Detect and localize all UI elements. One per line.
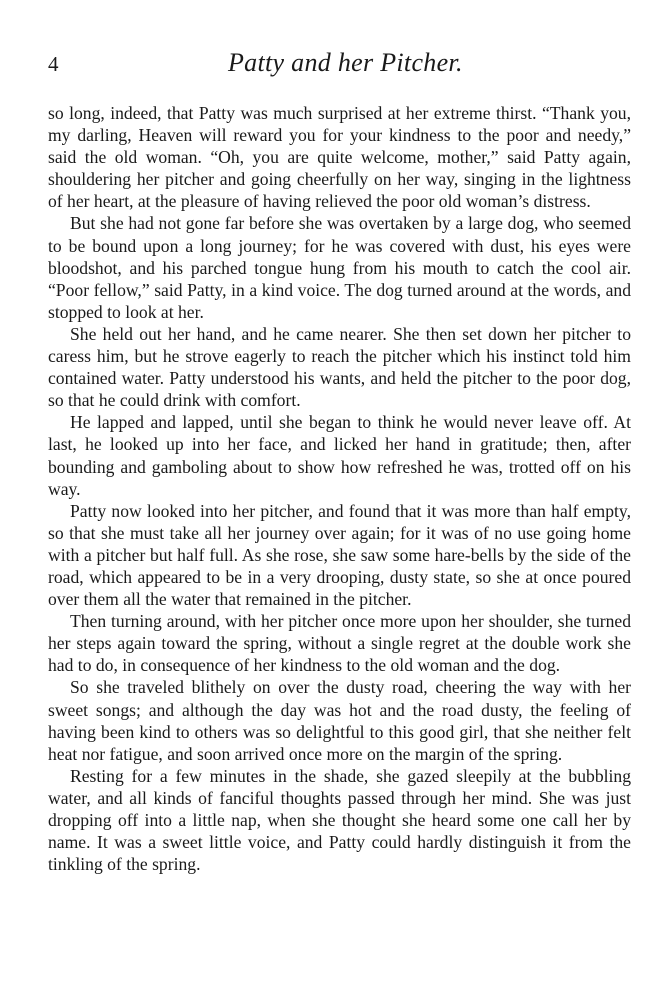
paragraph-7: So she traveled blithely on over the dusty road, cheering the way with her sweet songs; and although the day was hot and the road dusty, the feeling of having been kind to others was so delightful to this good girl, that she neither felt heat nor fatigue, and soon arrived once more on the margin of the spring. (48, 677, 631, 764)
running-title: Patty and her Pitcher. (228, 48, 463, 77)
paragraph-6: Then turning around, with her pitcher once more upon her shoulder, she turned her steps again toward the spring, without a single regret at the double work she had to do, in consequence of her kindness to the old woman and the dog. (48, 611, 631, 676)
paragraph-3: She held out her hand, and he came nearer. She then set down her pitcher to caress him, but he strove eagerly to reach the pitcher which his instinct told him contained water. Patty understood his wants, and held the pitcher to the poor dog, so that he could drink with comfort. (48, 323, 631, 411)
paragraph-5: Patty now looked into her pitcher, and found that it was more than half empty, so that she must take all her journey over again; for it was of no use going home with a pitcher but half full. As she rose, she saw some hare-bells by the side of the road, which appeared to be in a very drooping, dusty state, so she at once poured over them all the water that remained in the pitcher. (48, 500, 631, 610)
paragraph-1: so long, indeed, that Patty was much surprised at her extreme thirst. “Thank you, my darling, Heaven will reward you for your kindness to the poor and needy,” said the old woman. “Oh, you are quite welcome, mother,” said Patty again, shouldering her pitcher and going cheerfully on her way, singing in the lightness of her heart, at the pleasure of having relieved the poor old woman’s distress. (48, 103, 631, 212)
book-page (48, 48, 631, 875)
body-text (48, 102, 631, 875)
page-number: 4 (48, 52, 59, 76)
paragraph-4: He lapped and lapped, until she began to think he would never leave off. At last, he looked up into her face, and licked her hand in gratitude; then, after bounding and gamboling about to show how refreshed he was, trotted off on his way. (48, 412, 631, 499)
paragraph-2: But she had not gone far before she was overtaken by a large dog, who seemed to be bound upon a long journey; for he was covered with dust, his eyes were bloodshot, and his parched tongue hung from his mouth to catch the cool air. “Poor fellow,” said Patty, in a kind voice. The dog turned around at the words, and stopped to look at her. (48, 213, 631, 322)
running-head (48, 48, 631, 82)
paragraph-8: Resting for a few minutes in the shade, she gazed sleepily at the bubbling water, and all kinds of fanciful thoughts passed through her mind. She was just dropping off into a little nap, when she thought she heard some one call her by name. It was a sweet little voice, and Patty could hardly distinguish it from the tinkling of the spring. (48, 765, 631, 875)
